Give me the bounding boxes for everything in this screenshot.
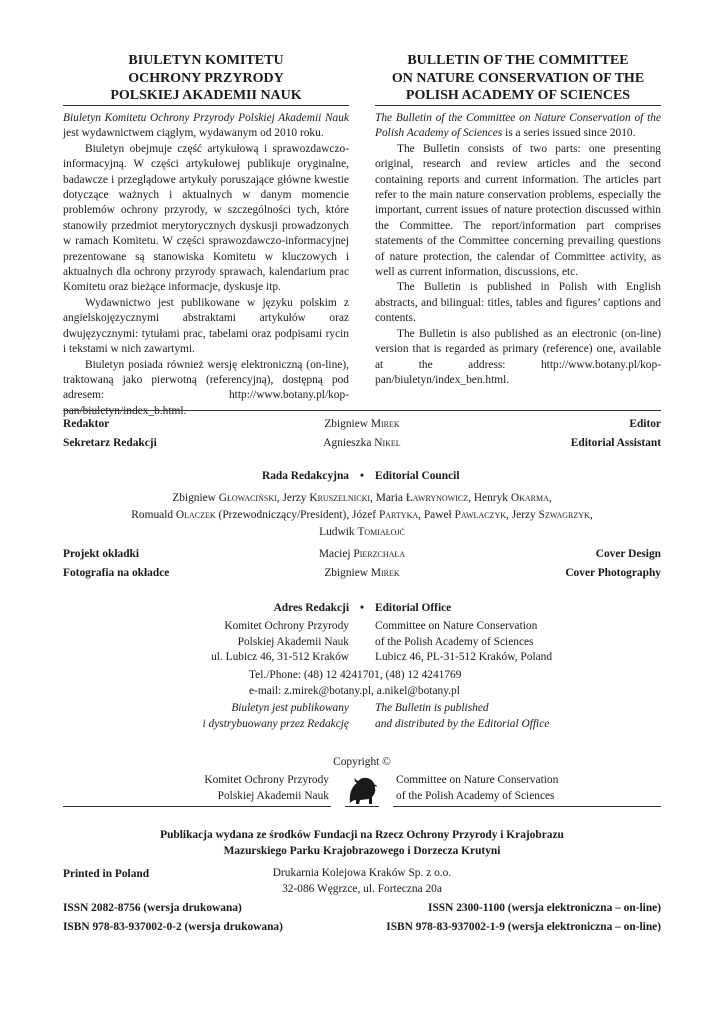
copyright-rule-right — [393, 806, 661, 807]
english-paragraph-1: The Bulletin of the Committee on Nature Conservation of the Polish Academy of Sciences is a series issued since 2010. — [375, 112, 661, 140]
section-divider — [63, 410, 661, 411]
distribution-note-pl: Biuletyn jest publikowany i dystrybuowany przez Redakcję — [202, 702, 349, 730]
distribution-note-en: The Bulletin is published and distributed by the Editorial Office — [375, 702, 550, 730]
copyright-owner-pl: Komitet Ochrony Przyrody Polskiej Akademii Nauk — [204, 774, 329, 802]
isbn-online: ISBN 978-83-937002-1-9 (wersja elektroniczna – on-line) — [386, 921, 661, 933]
copyright-label: Copyright © — [333, 756, 391, 768]
cover-design-name: Maciej Pierzchała — [318, 548, 406, 560]
polish-paragraph-1: Biuletyn Komitetu Ochrony Przyrody Polskiej Akademii Nauk jest wydawnictwem ciągłym, wydawanym od 2010 roku. — [63, 112, 349, 140]
council-members — [63, 490, 661, 541]
english-paragraph-4: The Bulletin is also published as an electronic (on-line) version that is regarded as primary (reference) one, available at the address: http://www.botany.pl/kop-pan/biuletyn/index_ben.html. — [375, 327, 661, 386]
english-title: BULLETIN OF THE COMMITTEE ON NATURE CONSERVATION OF THE POLISH ACADEMY OF SCIENCES — [391, 53, 645, 103]
english-paragraph-3: The Bulletin is published in Polish with English abstracts, and bilingual: titles, tables and figures’ captions and contents. — [375, 281, 661, 325]
cover-photo-name: Zbigniew Mirek — [324, 567, 400, 579]
polish-title: BIULETYN KOMITETU OCHRONY PRZYRODY POLSKIEJ AKADEMII NAUK — [110, 53, 302, 103]
editor-label-pl: Redaktor — [63, 418, 110, 430]
polish-paragraph-2: Biuletyn obejmuje część artykułową i sprawozdawczo-informacyjną. W części artykułowej publikuje oryginalne, badawcze i przeglądowe artykuły poruszające główne kwestie dotyczące ważnych i aktualnych w danym momencie problemów ochrony przyrody, w szczególności tych, które stanowiły przedmiot merytorycznych dyskusji prowadzonych w ramach Komitetu. W części sprawozdawczo-informacyjnej prezentowane są stanowiska Komitetu w kluczowych i aktualnych dla ochrony przyrody sprawach, kalendarium prac Komitetu oraz bieżące informacje, dyskusje itp. — [63, 142, 349, 294]
bison-logo-icon — [345, 773, 379, 813]
polish-paragraph-3: Wydawnictwo jest publikowane w języku polskim z angielskojęzycznymi abstraktami artykułów oraz dwujęzycznymi: tytułami prac, tabelami oraz podpisami rycin i tekstami w nich zawartymi. — [63, 296, 349, 356]
issn-print: ISSN 2082-8756 (wersja drukowana) — [63, 902, 242, 914]
issn-row — [63, 900, 661, 916]
cover-design-label-pl: Projekt okładki — [63, 548, 140, 560]
polish-paragraph-4: Biuletyn posiada również wersję elektroniczną (on-line), traktowaną jako pierwotną (referencyjną), dostępną pod adresem: http://www.botany.pl/kop-pan/biuletyn/index_b.html. — [63, 358, 349, 417]
funding-note: Publikacja wydana ze środków Fundacji na Rzecz Ochrony Przyrody i Krajobrazu Mazurskiego Parku Krajobrazowego i Dorzecza Krutyni — [160, 829, 564, 857]
council-line-3: Ludwik Tomiałojć — [319, 526, 405, 538]
issn-online: ISSN 2300-1100 (wersja elektroniczna – on-line) — [428, 902, 661, 914]
polish-title-rule — [63, 105, 349, 106]
office-address-en: Committee on Nature Conservation of the Polish Academy of Sciences Lubicz 46, PL-31-512 Kraków, Poland — [375, 620, 553, 663]
council-line-2: Romuald Olaczek (Przewodniczący/President), Józef Partyka, Paweł Pawlaczyk, Jerzy Szwagrzyk, — [131, 509, 593, 521]
editor-label-en: Editor — [629, 418, 661, 430]
editor-name: Zbigniew Mirek — [324, 418, 400, 430]
isbn-row — [63, 919, 661, 935]
office-phone: Tel./Phone: (48) 12 4241701, (48) 12 4241769 — [249, 669, 462, 681]
copyright-owner-en: Committee on Nature Conservation of the Polish Academy of Sciences — [396, 774, 559, 802]
secretary-row — [63, 435, 661, 451]
cover-photo-row — [63, 565, 661, 581]
colophon-page: BIULETYN KOMITETU OCHRONY PRZYRODY POLSKIEJ AKADEMII NAUK Biuletyn Komitetu Ochrony Przyrody Polskiej Akademii Nauk jest wydawnictwem ciągłym, wydawanym od 2010 roku. Biuletyn obejmuje część artykułową i sprawozdawczo-informacyjną. W części artykułowej publikuje oryginalne, badawcze i przeglądowe artykuły poruszające główne kwestie dotyczące ważnych i aktualnych w danym momencie problemów ochrony przyrody, w szczególności tych, które stanowiły przedmiot merytorycznych dyskusji prowadzonych w ramach Komitetu. W części sprawozdawczo-informacyjnej prezentowane są stanowiska Komitetu w kluczowych i aktualnych dla ochrony przyrody sprawach, kalendarium prac Komitetu oraz bieżące informacje, dyskusje itp. Wydawnictwo jest publikowane w języku polskim z angielskojęzycznymi abstraktami artykułów oraz dwujęzycznymi: tytułami prac, tabelami oraz podpisami rycin i tekstami w nich zawartymi. Biuletyn posiada również wersję elektroniczną (on-line), traktowaną jako pierwotną (referencyjną), dostępną pod adresem: http://www.botany.pl/kop-pan/biuletyn/index_b.html. BULLETIN OF THE COMMITTEE ON NATURE CONSERVATION OF THE POLISH ACADEMY OF SCIENCES The Bulletin of the Committee on Nature Conservation of the Polish Academy of Sciences is a series issued since 2010. The Bulletin consists of two parts: one presenting original, research and review articles and the second containing reports and current information. The articles part refer to the main nature conservation problems, especially the important, current issues of nature protection discussed within the Committee. The report/information part comprises statements of the Committee concerning prevailing questions of nature protection, the calendar of Committee activity, as well as current information, discussions, etc. The Bulletin is published in Polish with English abstracts, and bilingual: titles, tables and figures’ captions and contents. The Bulletin is also published as an electronic (on-line) version that is regarded as primary (reference) one, available at the address: http://www.botany.pl/kop-pan/biuletyn/index_ben.html. Redaktor Zbigniew Mirek Editor Sekretarz Redakcji Agnieszka Nikel Editorial Assistant Rada Redakcyjna • Editorial Council Zbigniew Głowaciński, Jerzy Kruszelnicki, Maria Ławrynowicz, Henryk Okarma, Romuald Olaczek (Przewodniczący/President), Józef Partyka, Paweł Pawlaczyk, Jerzy Szwagrzyk, Ludwik Tomiałojć Projekt okładki Maciej Pierzchała Cover Design Fotografia na okładce Zbigniew Mirek Cover Photography Adres Redakcji • Editorial Office Komitet Ochrony Przyrody Polskiej Akademii Nauk ul. Lubicz 46, 31-512 Kraków Committee on Nature Conservation of the Polish Academy of Sciences Lubicz 46, PL-31-512 Kraków, Poland Tel./Phone: (48) 12 4241701, (48) 12 4241769 e-mail: z.mirek@botany.pl, a.nikel@botany.pl Biuletyn jest publikowany i dystrybuowany przez Redakcję The Bulletin is published and distributed by the Editorial Office Copyright © Komitet Ochrony Przyrody Polskiej Akademii Nauk Committee on Nature Conservation of the Polish Academy of Sciences Publikacja wydana ze środków Fundacji na Rzecz Ochrony Przyrody i Krajobrazu Mazurskiego Parku Krajobrazowego i Dorzecza Krutyni Printed in Poland Drukarnia Kolejowa Kraków Sp. z o.o. 32-086 Węgrzce, ul. Forteczna 20a ISSN 2082-8756 (wersja drukowana) ISSN 2300-1100 (wersja elektroniczna – on-line) ISBN 978-83-937002-0-2 (wersja drukowana) ISBN 978-83-937002-1-9 (wersja elektroniczna – on-line) — [63, 53, 661, 933]
cover-photo-label-en: Cover Photography — [565, 567, 661, 579]
isbn-print: ISBN 978-83-937002-0-2 (wersja drukowana) — [63, 921, 283, 933]
council-line-1: Zbigniew Głowaciński, Jerzy Kruszelnicki, Maria Ławrynowicz, Henryk Okarma, — [172, 492, 552, 504]
english-description-column — [375, 52, 661, 388]
secretary-label-pl: Sekretarz Redakcji — [63, 437, 157, 449]
secretary-label-en: Editorial Assistant — [570, 437, 661, 449]
cover-design-label-en: Cover Design — [595, 548, 661, 560]
office-address-pl: Komitet Ochrony Przyrody Polskiej Akademii Nauk ul. Lubicz 46, 31-512 Kraków — [211, 620, 349, 663]
english-paragraph-2: The Bulletin consists of two parts: one presenting original, research and review articles and the second containing reports and current information. The articles part refer to the main nature conservation problems, especially the important, current issues of nature protection discussed within the Committee. The report/information part comprises statements of the Committee concerning prevailing questions of nature protection, the calendar of Committee activity, as well as current information, discussions, etc. — [375, 142, 661, 279]
cover-photo-label-pl: Fotografia na okładce — [63, 567, 170, 579]
polish-description-column — [63, 52, 349, 419]
editor-row — [63, 416, 661, 432]
office-contact — [249, 668, 461, 699]
office-email[interactable]: e-mail: z.mirek@botany.pl, a.nikel@botany.pl — [249, 684, 460, 697]
secretary-name: Agnieszka Nikel — [323, 437, 401, 449]
printed-in-label: Printed in Poland — [63, 868, 150, 880]
copyright-rule-left — [63, 806, 331, 807]
english-title-rule — [375, 105, 661, 106]
printer-address: Drukarnia Kolejowa Kraków Sp. z o.o. 32-086 Węgrzce, ul. Forteczna 20a — [272, 867, 452, 895]
cover-design-row — [63, 546, 661, 562]
